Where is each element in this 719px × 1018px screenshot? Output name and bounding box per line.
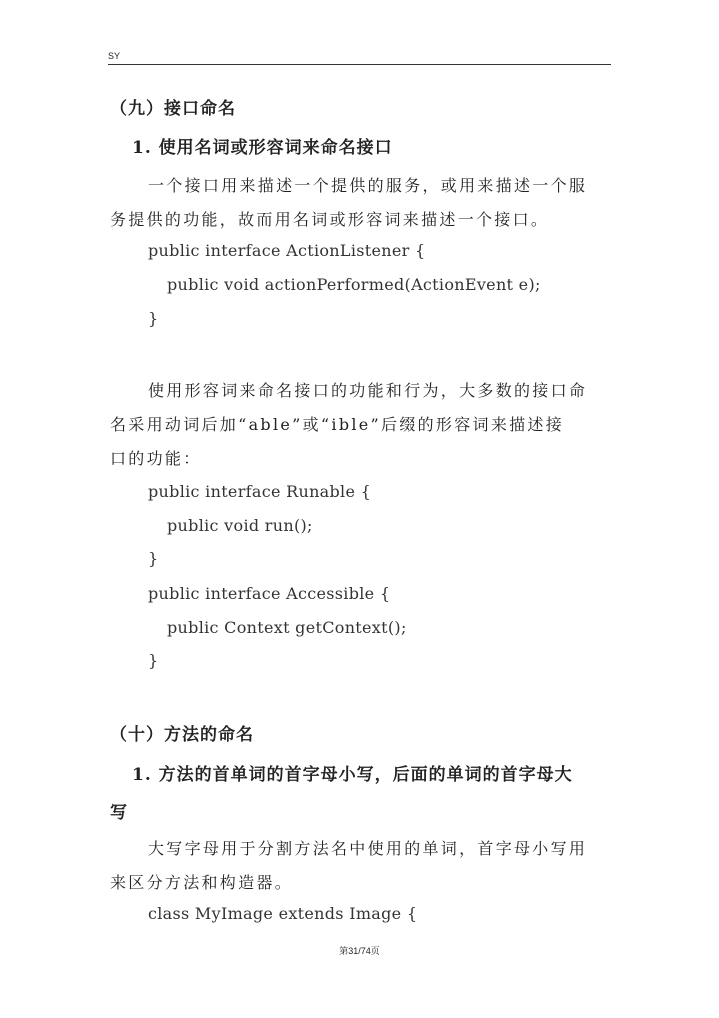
code-line: public interface Runable { xyxy=(148,482,372,501)
page-header xyxy=(108,52,611,65)
paragraph-line: 一个接口用来描述一个提供的服务，或用来描述一个服 xyxy=(148,176,588,195)
code-line: class MyImage extends Image { xyxy=(148,904,418,923)
code-line: public Context getContext(); xyxy=(167,618,407,637)
code-line: public interface ActionListener { xyxy=(148,241,426,260)
section-9-subheading: 1. 使用名词或形容词来命名接口 xyxy=(132,138,393,158)
code-line: } xyxy=(148,549,159,568)
paragraph-line: 口的功能： xyxy=(110,449,202,468)
header-label: SY xyxy=(108,51,121,61)
code-line: public interface Accessible { xyxy=(148,584,391,603)
page-number: 第31/74页 xyxy=(339,946,380,956)
paragraph-line: 务提供的功能，故而用名词或形容词来描述一个接口。 xyxy=(110,210,550,229)
section-10-title: （十）方法的命名 xyxy=(110,725,254,745)
code-line: } xyxy=(148,309,159,328)
section-10-subheading: 1. 方法的首单词的首字母小写，后面的单词的首字母大 xyxy=(132,765,573,785)
code-line: public void actionPerformed(ActionEvent e); xyxy=(167,275,541,294)
section-10-subheading-continued: 写 xyxy=(110,803,128,823)
paragraph-line: 来区分方法和构造器。 xyxy=(110,873,294,892)
paragraph-line: 名采用动词后加“able”或“ible”后缀的形容词来描述接 xyxy=(110,415,565,434)
paragraph-line: 使用形容词来命名接口的功能和行为，大多数的接口命 xyxy=(148,381,588,400)
code-line: } xyxy=(148,651,159,670)
paragraph-line: 大写字母用于分割方法名中使用的单词，首字母小写用 xyxy=(148,839,588,858)
code-line: public void run(); xyxy=(167,516,313,535)
section-9-title: （九）接口命名 xyxy=(110,99,236,119)
